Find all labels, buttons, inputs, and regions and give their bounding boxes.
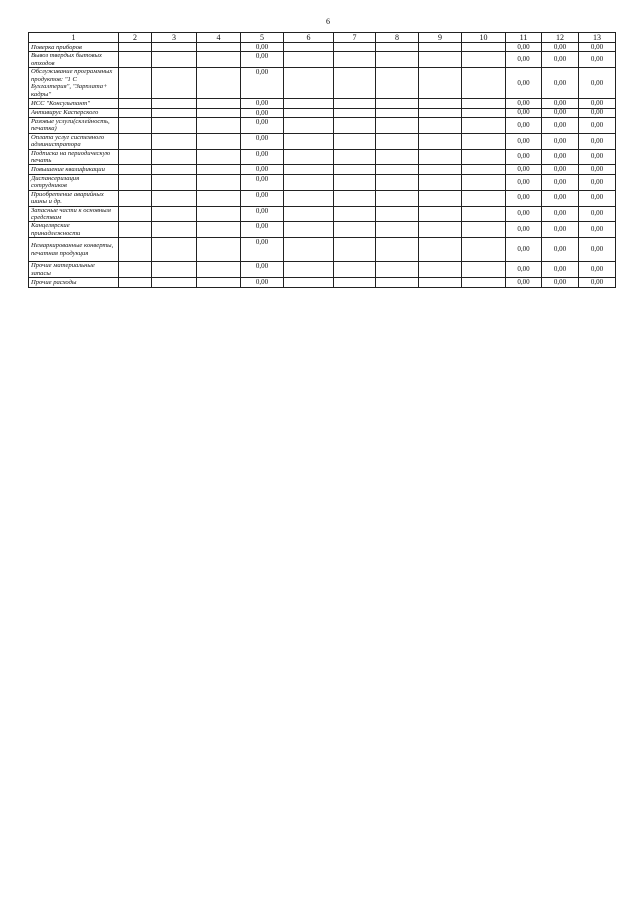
empty-cell (419, 149, 462, 165)
empty-cell (119, 118, 152, 134)
cell-value: 0,00 (241, 149, 284, 165)
empty-cell (419, 174, 462, 190)
column-header: 11 (506, 33, 542, 43)
cell-value: 0,00 (241, 262, 284, 278)
cell-value: 0,00 (241, 108, 284, 117)
cell-value: 0,00 (506, 118, 542, 134)
empty-cell (284, 52, 334, 68)
empty-cell (284, 149, 334, 165)
empty-cell (152, 262, 197, 278)
empty-cell (119, 222, 152, 238)
empty-cell (462, 222, 506, 238)
column-header: 13 (579, 33, 616, 43)
table-row (29, 278, 616, 287)
cell-value: 0,00 (241, 99, 284, 108)
empty-cell (284, 68, 334, 99)
cell-value: 0,00 (542, 222, 579, 238)
row-label: Повышение квалификации (29, 165, 119, 174)
empty-cell (119, 238, 152, 262)
cell-value: 0,00 (241, 43, 284, 52)
empty-cell (334, 133, 376, 149)
empty-cell (119, 68, 152, 99)
empty-cell (152, 238, 197, 262)
column-header: 9 (419, 33, 462, 43)
empty-cell (334, 118, 376, 134)
row-label: Оплата услуг системного администратора (29, 133, 119, 149)
table-row (29, 99, 616, 108)
empty-cell (152, 99, 197, 108)
empty-cell (376, 190, 419, 206)
cell-value: 0,00 (506, 165, 542, 174)
cell-value: 0,00 (542, 99, 579, 108)
table-row (29, 68, 616, 99)
empty-cell (119, 52, 152, 68)
cell-value: 0,00 (241, 190, 284, 206)
cell-value: 0,00 (506, 108, 542, 117)
cell-value: 0,00 (506, 222, 542, 238)
cell-value: 0,00 (241, 222, 284, 238)
empty-cell (284, 43, 334, 52)
empty-cell (419, 108, 462, 117)
empty-cell (284, 206, 334, 222)
cell-value: 0,00 (506, 99, 542, 108)
empty-cell (376, 149, 419, 165)
empty-cell (419, 222, 462, 238)
empty-cell (197, 206, 241, 222)
cell-value: 0,00 (579, 262, 616, 278)
empty-cell (284, 133, 334, 149)
cell-value: 0,00 (542, 238, 579, 262)
empty-cell (462, 43, 506, 52)
empty-cell (197, 165, 241, 174)
cell-value: 0,00 (241, 68, 284, 99)
row-label: Поверка приборов (29, 43, 119, 52)
column-header: 3 (152, 33, 197, 43)
empty-cell (419, 165, 462, 174)
empty-cell (376, 278, 419, 287)
empty-cell (462, 278, 506, 287)
empty-cell (334, 262, 376, 278)
empty-cell (119, 278, 152, 287)
cell-value: 0,00 (506, 68, 542, 99)
cell-value: 0,00 (542, 190, 579, 206)
empty-cell (419, 68, 462, 99)
cell-value: 0,00 (579, 133, 616, 149)
empty-cell (334, 278, 376, 287)
table-row (29, 165, 616, 174)
cell-value: 0,00 (542, 108, 579, 117)
empty-cell (462, 206, 506, 222)
empty-cell (376, 68, 419, 99)
cell-value: 0,00 (542, 52, 579, 68)
empty-cell (197, 99, 241, 108)
empty-cell (119, 262, 152, 278)
empty-cell (419, 262, 462, 278)
cell-value: 0,00 (506, 52, 542, 68)
empty-cell (419, 190, 462, 206)
empty-cell (334, 238, 376, 262)
cell-value: 0,00 (579, 108, 616, 117)
empty-cell (152, 190, 197, 206)
empty-cell (376, 43, 419, 52)
empty-cell (334, 206, 376, 222)
empty-cell (376, 99, 419, 108)
empty-cell (376, 206, 419, 222)
empty-cell (376, 165, 419, 174)
empty-cell (462, 99, 506, 108)
cell-value: 0,00 (579, 174, 616, 190)
empty-cell (197, 278, 241, 287)
empty-cell (152, 149, 197, 165)
empty-cell (334, 108, 376, 117)
column-header: 12 (542, 33, 579, 43)
table-row (29, 52, 616, 68)
empty-cell (152, 43, 197, 52)
row-label: Немаркированные конверты, печатная продукция (29, 238, 119, 262)
empty-cell (334, 99, 376, 108)
empty-cell (152, 278, 197, 287)
empty-cell (284, 238, 334, 262)
row-label: Обслуживание программных продуктов: "1 С Бухгалтерия", "Зарплата+ кадры" (29, 68, 119, 99)
empty-cell (462, 149, 506, 165)
empty-cell (334, 190, 376, 206)
empty-cell (197, 43, 241, 52)
empty-cell (284, 222, 334, 238)
cell-value: 0,00 (241, 206, 284, 222)
column-header: 2 (119, 33, 152, 43)
column-header: 7 (334, 33, 376, 43)
empty-cell (152, 174, 197, 190)
cell-value: 0,00 (542, 149, 579, 165)
empty-cell (119, 43, 152, 52)
empty-cell (284, 99, 334, 108)
expense-table (28, 32, 616, 288)
empty-cell (152, 133, 197, 149)
cell-value: 0,00 (241, 118, 284, 134)
cell-value: 0,00 (506, 190, 542, 206)
empty-cell (284, 278, 334, 287)
empty-cell (119, 108, 152, 117)
empty-cell (152, 68, 197, 99)
row-label: Канцелярские принадлежности (29, 222, 119, 238)
empty-cell (334, 43, 376, 52)
row-label: Разовые услуги(склейность, печатка) (29, 118, 119, 134)
empty-cell (197, 238, 241, 262)
row-label: Прочие материальные запасы (29, 262, 119, 278)
empty-cell (197, 222, 241, 238)
cell-value: 0,00 (542, 262, 579, 278)
table-row (29, 174, 616, 190)
column-header: 4 (197, 33, 241, 43)
empty-cell (152, 118, 197, 134)
cell-value: 0,00 (579, 206, 616, 222)
empty-cell (284, 174, 334, 190)
empty-cell (152, 52, 197, 68)
table-row (29, 262, 616, 278)
empty-cell (419, 278, 462, 287)
empty-cell (334, 222, 376, 238)
empty-cell (119, 165, 152, 174)
cell-value: 0,00 (579, 43, 616, 52)
empty-cell (119, 133, 152, 149)
cell-value: 0,00 (506, 174, 542, 190)
empty-cell (152, 165, 197, 174)
row-label: Подписка на периодическую печать (29, 149, 119, 165)
empty-cell (462, 165, 506, 174)
cell-value: 0,00 (241, 238, 284, 262)
table-row (29, 149, 616, 165)
cell-value: 0,00 (506, 133, 542, 149)
empty-cell (284, 262, 334, 278)
cell-value: 0,00 (241, 174, 284, 190)
row-label: Диспансеризация сотрудников (29, 174, 119, 190)
cell-value: 0,00 (579, 222, 616, 238)
cell-value: 0,00 (542, 278, 579, 287)
empty-cell (197, 190, 241, 206)
row-label: Запасные части к основным средствам (29, 206, 119, 222)
empty-cell (284, 190, 334, 206)
empty-cell (334, 165, 376, 174)
empty-cell (197, 174, 241, 190)
empty-cell (334, 68, 376, 99)
empty-cell (376, 262, 419, 278)
empty-cell (119, 206, 152, 222)
column-header: 10 (462, 33, 506, 43)
empty-cell (462, 133, 506, 149)
empty-cell (197, 133, 241, 149)
empty-cell (152, 222, 197, 238)
cell-value: 0,00 (542, 68, 579, 99)
row-label: Прочие расходы (29, 278, 119, 287)
cell-value: 0,00 (542, 43, 579, 52)
cell-value: 0,00 (542, 206, 579, 222)
empty-cell (334, 174, 376, 190)
empty-cell (119, 174, 152, 190)
cell-value: 0,00 (241, 133, 284, 149)
cell-value: 0,00 (542, 133, 579, 149)
table-row (29, 222, 616, 238)
cell-value: 0,00 (506, 262, 542, 278)
cell-value: 0,00 (579, 278, 616, 287)
table-row (29, 133, 616, 149)
column-header: 6 (284, 33, 334, 43)
table-row (29, 238, 616, 262)
cell-value: 0,00 (579, 52, 616, 68)
empty-cell (197, 149, 241, 165)
empty-cell (376, 108, 419, 117)
empty-cell (419, 99, 462, 108)
empty-cell (419, 238, 462, 262)
cell-value: 0,00 (241, 278, 284, 287)
header-row (29, 33, 616, 43)
empty-cell (376, 174, 419, 190)
table-row (29, 206, 616, 222)
table-body (29, 43, 616, 288)
cell-value: 0,00 (579, 238, 616, 262)
empty-cell (419, 43, 462, 52)
table-row (29, 190, 616, 206)
empty-cell (376, 118, 419, 134)
row-label: Антивирус Касперского (29, 108, 119, 117)
cell-value: 0,00 (506, 278, 542, 287)
page-number: 6 (326, 17, 330, 26)
empty-cell (334, 149, 376, 165)
row-label: Приобретение аварийных шины и др. (29, 190, 119, 206)
empty-cell (376, 238, 419, 262)
empty-cell (462, 52, 506, 68)
empty-cell (197, 108, 241, 117)
empty-cell (152, 206, 197, 222)
empty-cell (462, 174, 506, 190)
empty-cell (462, 238, 506, 262)
row-label: Вывоз твердых бытовых отходов (29, 52, 119, 68)
empty-cell (419, 118, 462, 134)
empty-cell (419, 52, 462, 68)
empty-cell (197, 68, 241, 99)
cell-value: 0,00 (241, 52, 284, 68)
empty-cell (284, 108, 334, 117)
empty-cell (462, 190, 506, 206)
empty-cell (462, 262, 506, 278)
cell-value: 0,00 (506, 206, 542, 222)
column-header: 1 (29, 33, 119, 43)
empty-cell (376, 52, 419, 68)
empty-cell (462, 118, 506, 134)
empty-cell (334, 52, 376, 68)
cell-value: 0,00 (241, 165, 284, 174)
empty-cell (197, 262, 241, 278)
cell-value: 0,00 (506, 238, 542, 262)
empty-cell (119, 190, 152, 206)
cell-value: 0,00 (579, 68, 616, 99)
column-header: 8 (376, 33, 419, 43)
empty-cell (419, 133, 462, 149)
cell-value: 0,00 (579, 190, 616, 206)
empty-cell (376, 222, 419, 238)
cell-value: 0,00 (542, 118, 579, 134)
empty-cell (462, 68, 506, 99)
empty-cell (197, 52, 241, 68)
cell-value: 0,00 (542, 165, 579, 174)
empty-cell (419, 206, 462, 222)
row-label: ИСС "Консультант" (29, 99, 119, 108)
empty-cell (119, 99, 152, 108)
empty-cell (462, 108, 506, 117)
cell-value: 0,00 (506, 43, 542, 52)
cell-value: 0,00 (579, 118, 616, 134)
cell-value: 0,00 (579, 99, 616, 108)
empty-cell (284, 165, 334, 174)
empty-cell (197, 118, 241, 134)
cell-value: 0,00 (542, 174, 579, 190)
table-row (29, 43, 616, 52)
cell-value: 0,00 (506, 149, 542, 165)
table-row (29, 118, 616, 134)
empty-cell (376, 133, 419, 149)
column-header: 5 (241, 33, 284, 43)
empty-cell (152, 108, 197, 117)
cell-value: 0,00 (579, 165, 616, 174)
empty-cell (284, 118, 334, 134)
table-row (29, 108, 616, 117)
cell-value: 0,00 (579, 149, 616, 165)
empty-cell (119, 149, 152, 165)
